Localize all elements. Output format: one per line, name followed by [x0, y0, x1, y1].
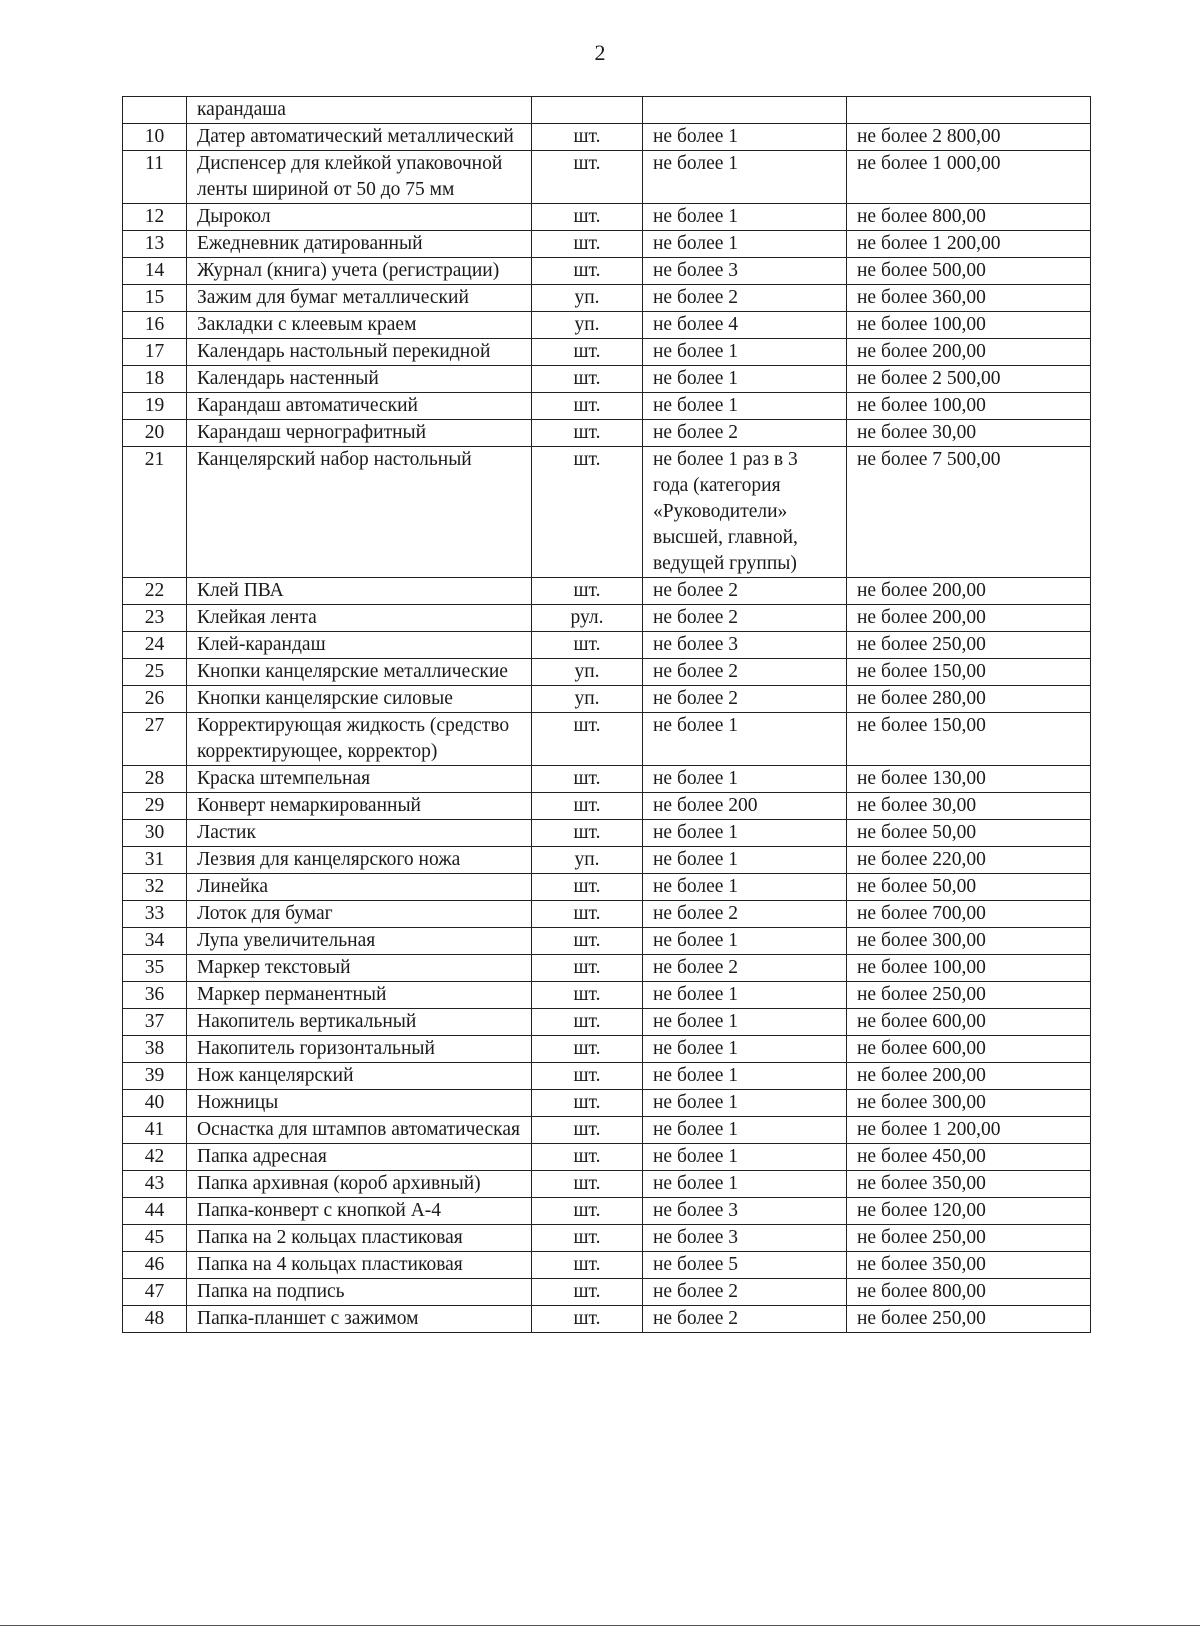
price-cell: не более 350,00: [847, 1171, 1091, 1198]
item-name-cell: Краска штемпельная: [187, 766, 532, 793]
price-cell: не более 100,00: [847, 393, 1091, 420]
price-cell: не более 600,00: [847, 1009, 1091, 1036]
price-cell: [847, 97, 1091, 124]
row-number-cell: 10: [123, 124, 187, 151]
price-cell: не более 450,00: [847, 1144, 1091, 1171]
price-cell: не более 30,00: [847, 793, 1091, 820]
table-row: [123, 1198, 1091, 1225]
unit-cell: шт.: [532, 766, 643, 793]
item-name-cell: Журнал (книга) учета (регистрации): [187, 258, 532, 285]
price-cell: не более 130,00: [847, 766, 1091, 793]
item-name-cell: Линейка: [187, 874, 532, 901]
item-name-cell: Канцелярский набор настольный: [187, 447, 532, 578]
unit-cell: шт.: [532, 928, 643, 955]
quantity-cell: не более 2: [643, 659, 847, 686]
quantity-cell: не более 2: [643, 1306, 847, 1333]
quantity-cell: не более 1: [643, 928, 847, 955]
table-row: [123, 258, 1091, 285]
bottom-rule: [0, 1625, 1200, 1626]
table-row: [123, 1225, 1091, 1252]
unit-cell: шт.: [532, 578, 643, 605]
price-cell: не более 250,00: [847, 632, 1091, 659]
table-row: [123, 447, 1091, 578]
table-row: [123, 124, 1091, 151]
table-row: [123, 605, 1091, 632]
quantity-cell: не более 1: [643, 151, 847, 204]
row-number-cell: 19: [123, 393, 187, 420]
row-number-cell: 48: [123, 1306, 187, 1333]
row-number-cell: 31: [123, 847, 187, 874]
item-name-cell: Дырокол: [187, 204, 532, 231]
price-cell: не более 1 200,00: [847, 231, 1091, 258]
quantity-cell: не более 1: [643, 1009, 847, 1036]
item-name-cell: Лупа увеличительная: [187, 928, 532, 955]
table-row: [123, 578, 1091, 605]
item-name-cell: Лоток для бумаг: [187, 901, 532, 928]
row-number-cell: 29: [123, 793, 187, 820]
table-row: [123, 766, 1091, 793]
item-name-cell: Папка-конверт с кнопкой А-4: [187, 1198, 532, 1225]
item-name-cell: Конверт немаркированный: [187, 793, 532, 820]
row-number-cell: 27: [123, 713, 187, 766]
row-number-cell: 30: [123, 820, 187, 847]
unit-cell: шт.: [532, 124, 643, 151]
table-row: [123, 366, 1091, 393]
unit-cell: шт.: [532, 204, 643, 231]
unit-cell: шт.: [532, 1252, 643, 1279]
quantity-cell: не более 1: [643, 1144, 847, 1171]
unit-cell: шт.: [532, 447, 643, 578]
quantity-cell: не более 2: [643, 420, 847, 447]
unit-cell: шт.: [532, 1063, 643, 1090]
unit-cell: [532, 97, 643, 124]
unit-cell: шт.: [532, 393, 643, 420]
quantity-cell: не более 5: [643, 1252, 847, 1279]
table-row: [123, 1009, 1091, 1036]
row-number-cell: 43: [123, 1171, 187, 1198]
item-name-cell: Маркер текстовый: [187, 955, 532, 982]
item-name-cell: Ластик: [187, 820, 532, 847]
quantity-cell: не более 200: [643, 793, 847, 820]
unit-cell: шт.: [532, 420, 643, 447]
table-row: [123, 1063, 1091, 1090]
quantity-cell: не более 1: [643, 393, 847, 420]
price-cell: не более 100,00: [847, 312, 1091, 339]
row-number-cell: 14: [123, 258, 187, 285]
unit-cell: шт.: [532, 820, 643, 847]
quantity-cell: не более 1: [643, 366, 847, 393]
unit-cell: шт.: [532, 1144, 643, 1171]
row-number-cell: 18: [123, 366, 187, 393]
row-number-cell: 11: [123, 151, 187, 204]
table-body: [123, 97, 1091, 1333]
row-number-cell: 33: [123, 901, 187, 928]
row-number-cell: 38: [123, 1036, 187, 1063]
unit-cell: шт.: [532, 1036, 643, 1063]
table-row: [123, 1036, 1091, 1063]
row-number-cell: 32: [123, 874, 187, 901]
quantity-cell: не более 1: [643, 1117, 847, 1144]
row-number-cell: 25: [123, 659, 187, 686]
unit-cell: шт.: [532, 231, 643, 258]
row-number-cell: [123, 97, 187, 124]
price-cell: не более 200,00: [847, 339, 1091, 366]
quantity-cell: не более 1: [643, 982, 847, 1009]
row-number-cell: 13: [123, 231, 187, 258]
table-row: [123, 285, 1091, 312]
item-name-cell: Кнопки канцелярские металлические: [187, 659, 532, 686]
price-cell: не более 220,00: [847, 847, 1091, 874]
table-row: [123, 847, 1091, 874]
item-name-cell: Календарь настольный перекидной: [187, 339, 532, 366]
price-cell: не более 2 800,00: [847, 124, 1091, 151]
table-row: [123, 339, 1091, 366]
item-name-cell: Зажим для бумаг металлический: [187, 285, 532, 312]
price-cell: не более 150,00: [847, 713, 1091, 766]
table-row: [123, 420, 1091, 447]
price-cell: не более 50,00: [847, 874, 1091, 901]
row-number-cell: 22: [123, 578, 187, 605]
unit-cell: шт.: [532, 955, 643, 982]
price-cell: не более 300,00: [847, 1090, 1091, 1117]
quantity-cell: не более 2: [643, 901, 847, 928]
table-row: [123, 901, 1091, 928]
quantity-cell: не более 2: [643, 686, 847, 713]
table-row: [123, 793, 1091, 820]
unit-cell: шт.: [532, 339, 643, 366]
row-number-cell: 15: [123, 285, 187, 312]
item-name-cell: Папка на 2 кольцах пластиковая: [187, 1225, 532, 1252]
quantity-cell: не более 3: [643, 258, 847, 285]
item-name-cell: Ежедневник датированный: [187, 231, 532, 258]
row-number-cell: 36: [123, 982, 187, 1009]
quantity-cell: не более 1 раз в 3 года (категория «Руководители» высшей, главной, ведущей группы): [643, 447, 847, 578]
quantity-cell: не более 2: [643, 285, 847, 312]
unit-cell: шт.: [532, 713, 643, 766]
table-row: [123, 686, 1091, 713]
row-number-cell: 28: [123, 766, 187, 793]
quantity-cell: не более 1: [643, 766, 847, 793]
row-number-cell: 35: [123, 955, 187, 982]
unit-cell: шт.: [532, 1306, 643, 1333]
row-number-cell: 44: [123, 1198, 187, 1225]
price-cell: не более 250,00: [847, 982, 1091, 1009]
row-number-cell: 12: [123, 204, 187, 231]
quantity-cell: не более 3: [643, 1225, 847, 1252]
row-number-cell: 41: [123, 1117, 187, 1144]
table-row: [123, 1279, 1091, 1306]
table-row: [123, 713, 1091, 766]
row-number-cell: 24: [123, 632, 187, 659]
table-row: [123, 1144, 1091, 1171]
unit-cell: шт.: [532, 632, 643, 659]
price-cell: не более 350,00: [847, 1252, 1091, 1279]
table-row: [123, 151, 1091, 204]
row-number-cell: 37: [123, 1009, 187, 1036]
item-name-cell: Папка адресная: [187, 1144, 532, 1171]
item-name-cell: карандаша: [187, 97, 532, 124]
unit-cell: шт.: [532, 793, 643, 820]
price-cell: не более 300,00: [847, 928, 1091, 955]
table-row: [123, 312, 1091, 339]
price-cell: не более 200,00: [847, 578, 1091, 605]
item-name-cell: Папка архивная (короб архивный): [187, 1171, 532, 1198]
unit-cell: шт.: [532, 258, 643, 285]
quantity-cell: не более 1: [643, 820, 847, 847]
quantity-cell: не более 3: [643, 1198, 847, 1225]
table-row: [123, 97, 1091, 124]
price-cell: не более 250,00: [847, 1306, 1091, 1333]
quantity-cell: не более 1: [643, 847, 847, 874]
row-number-cell: 26: [123, 686, 187, 713]
item-name-cell: Кнопки канцелярские силовые: [187, 686, 532, 713]
price-cell: не более 600,00: [847, 1036, 1091, 1063]
item-name-cell: Корректирующая жидкость (средство корректирующее, корректор): [187, 713, 532, 766]
unit-cell: шт.: [532, 151, 643, 204]
table-row: [123, 393, 1091, 420]
goods-table: [122, 96, 1091, 1333]
table-row: [123, 659, 1091, 686]
price-cell: не более 360,00: [847, 285, 1091, 312]
table-row: [123, 928, 1091, 955]
quantity-cell: не более 1: [643, 1036, 847, 1063]
price-cell: не более 50,00: [847, 820, 1091, 847]
quantity-cell: не более 2: [643, 578, 847, 605]
item-name-cell: Папка на подпись: [187, 1279, 532, 1306]
price-cell: не более 2 500,00: [847, 366, 1091, 393]
quantity-cell: не более 1: [643, 204, 847, 231]
item-name-cell: Накопитель вертикальный: [187, 1009, 532, 1036]
unit-cell: шт.: [532, 1090, 643, 1117]
table-row: [123, 820, 1091, 847]
unit-cell: шт.: [532, 982, 643, 1009]
item-name-cell: Лезвия для канцелярского ножа: [187, 847, 532, 874]
price-cell: не более 1 000,00: [847, 151, 1091, 204]
price-cell: не более 200,00: [847, 605, 1091, 632]
item-name-cell: Ножницы: [187, 1090, 532, 1117]
quantity-cell: не более 3: [643, 632, 847, 659]
table-row: [123, 1252, 1091, 1279]
table-row: [123, 1306, 1091, 1333]
item-name-cell: Клей-карандаш: [187, 632, 532, 659]
item-name-cell: Датер автоматический металлический: [187, 124, 532, 151]
quantity-cell: не более 1: [643, 713, 847, 766]
price-cell: не более 7 500,00: [847, 447, 1091, 578]
price-cell: не более 800,00: [847, 204, 1091, 231]
quantity-cell: не более 2: [643, 955, 847, 982]
row-number-cell: 45: [123, 1225, 187, 1252]
item-name-cell: Карандаш автоматический: [187, 393, 532, 420]
row-number-cell: 47: [123, 1279, 187, 1306]
unit-cell: шт.: [532, 1225, 643, 1252]
quantity-cell: не более 4: [643, 312, 847, 339]
table-row: [123, 204, 1091, 231]
table-row: [123, 1090, 1091, 1117]
row-number-cell: 42: [123, 1144, 187, 1171]
price-cell: не более 100,00: [847, 955, 1091, 982]
table-row: [123, 1171, 1091, 1198]
quantity-cell: не более 1: [643, 124, 847, 151]
item-name-cell: Закладки с клеевым краем: [187, 312, 532, 339]
table-row: [123, 982, 1091, 1009]
row-number-cell: 46: [123, 1252, 187, 1279]
item-name-cell: Карандаш чернографитный: [187, 420, 532, 447]
unit-cell: шт.: [532, 901, 643, 928]
item-name-cell: Папка-планшет с зажимом: [187, 1306, 532, 1333]
price-cell: не более 200,00: [847, 1063, 1091, 1090]
item-name-cell: Накопитель горизонтальный: [187, 1036, 532, 1063]
price-cell: не более 280,00: [847, 686, 1091, 713]
unit-cell: уп.: [532, 285, 643, 312]
quantity-cell: не более 1: [643, 1063, 847, 1090]
item-name-cell: Календарь настенный: [187, 366, 532, 393]
quantity-cell: [643, 97, 847, 124]
table-row: [123, 874, 1091, 901]
table-row: [123, 955, 1091, 982]
table-row: [123, 632, 1091, 659]
unit-cell: рул.: [532, 605, 643, 632]
row-number-cell: 40: [123, 1090, 187, 1117]
row-number-cell: 23: [123, 605, 187, 632]
page-number: 2: [594, 40, 606, 65]
row-number-cell: 21: [123, 447, 187, 578]
price-cell: не более 500,00: [847, 258, 1091, 285]
item-name-cell: Диспенсер для клейкой упаковочной ленты шириной от 50 до 75 мм: [187, 151, 532, 204]
unit-cell: уп.: [532, 847, 643, 874]
table-row: [123, 1117, 1091, 1144]
price-cell: не более 800,00: [847, 1279, 1091, 1306]
item-name-cell: Клейкая лента: [187, 605, 532, 632]
item-name-cell: Маркер перманентный: [187, 982, 532, 1009]
unit-cell: уп.: [532, 686, 643, 713]
unit-cell: шт.: [532, 1171, 643, 1198]
row-number-cell: 20: [123, 420, 187, 447]
row-number-cell: 16: [123, 312, 187, 339]
price-cell: не более 120,00: [847, 1198, 1091, 1225]
item-name-cell: Клей ПВА: [187, 578, 532, 605]
row-number-cell: 39: [123, 1063, 187, 1090]
quantity-cell: не более 1: [643, 1090, 847, 1117]
item-name-cell: Оснастка для штампов автоматическая: [187, 1117, 532, 1144]
price-cell: не более 250,00: [847, 1225, 1091, 1252]
quantity-cell: не более 1: [643, 1171, 847, 1198]
unit-cell: шт.: [532, 1198, 643, 1225]
row-number-cell: 34: [123, 928, 187, 955]
item-name-cell: Нож канцелярский: [187, 1063, 532, 1090]
quantity-cell: не более 2: [643, 605, 847, 632]
quantity-cell: не более 1: [643, 231, 847, 258]
unit-cell: шт.: [532, 874, 643, 901]
unit-cell: уп.: [532, 659, 643, 686]
row-number-cell: 17: [123, 339, 187, 366]
unit-cell: шт.: [532, 1009, 643, 1036]
quantity-cell: не более 2: [643, 1279, 847, 1306]
unit-cell: уп.: [532, 312, 643, 339]
unit-cell: шт.: [532, 1279, 643, 1306]
table-row: [123, 231, 1091, 258]
price-cell: не более 1 200,00: [847, 1117, 1091, 1144]
item-name-cell: Папка на 4 кольцах пластиковая: [187, 1252, 532, 1279]
price-cell: не более 30,00: [847, 420, 1091, 447]
quantity-cell: не более 1: [643, 874, 847, 901]
price-cell: не более 150,00: [847, 659, 1091, 686]
unit-cell: шт.: [532, 1117, 643, 1144]
price-cell: не более 700,00: [847, 901, 1091, 928]
quantity-cell: не более 1: [643, 339, 847, 366]
unit-cell: шт.: [532, 366, 643, 393]
